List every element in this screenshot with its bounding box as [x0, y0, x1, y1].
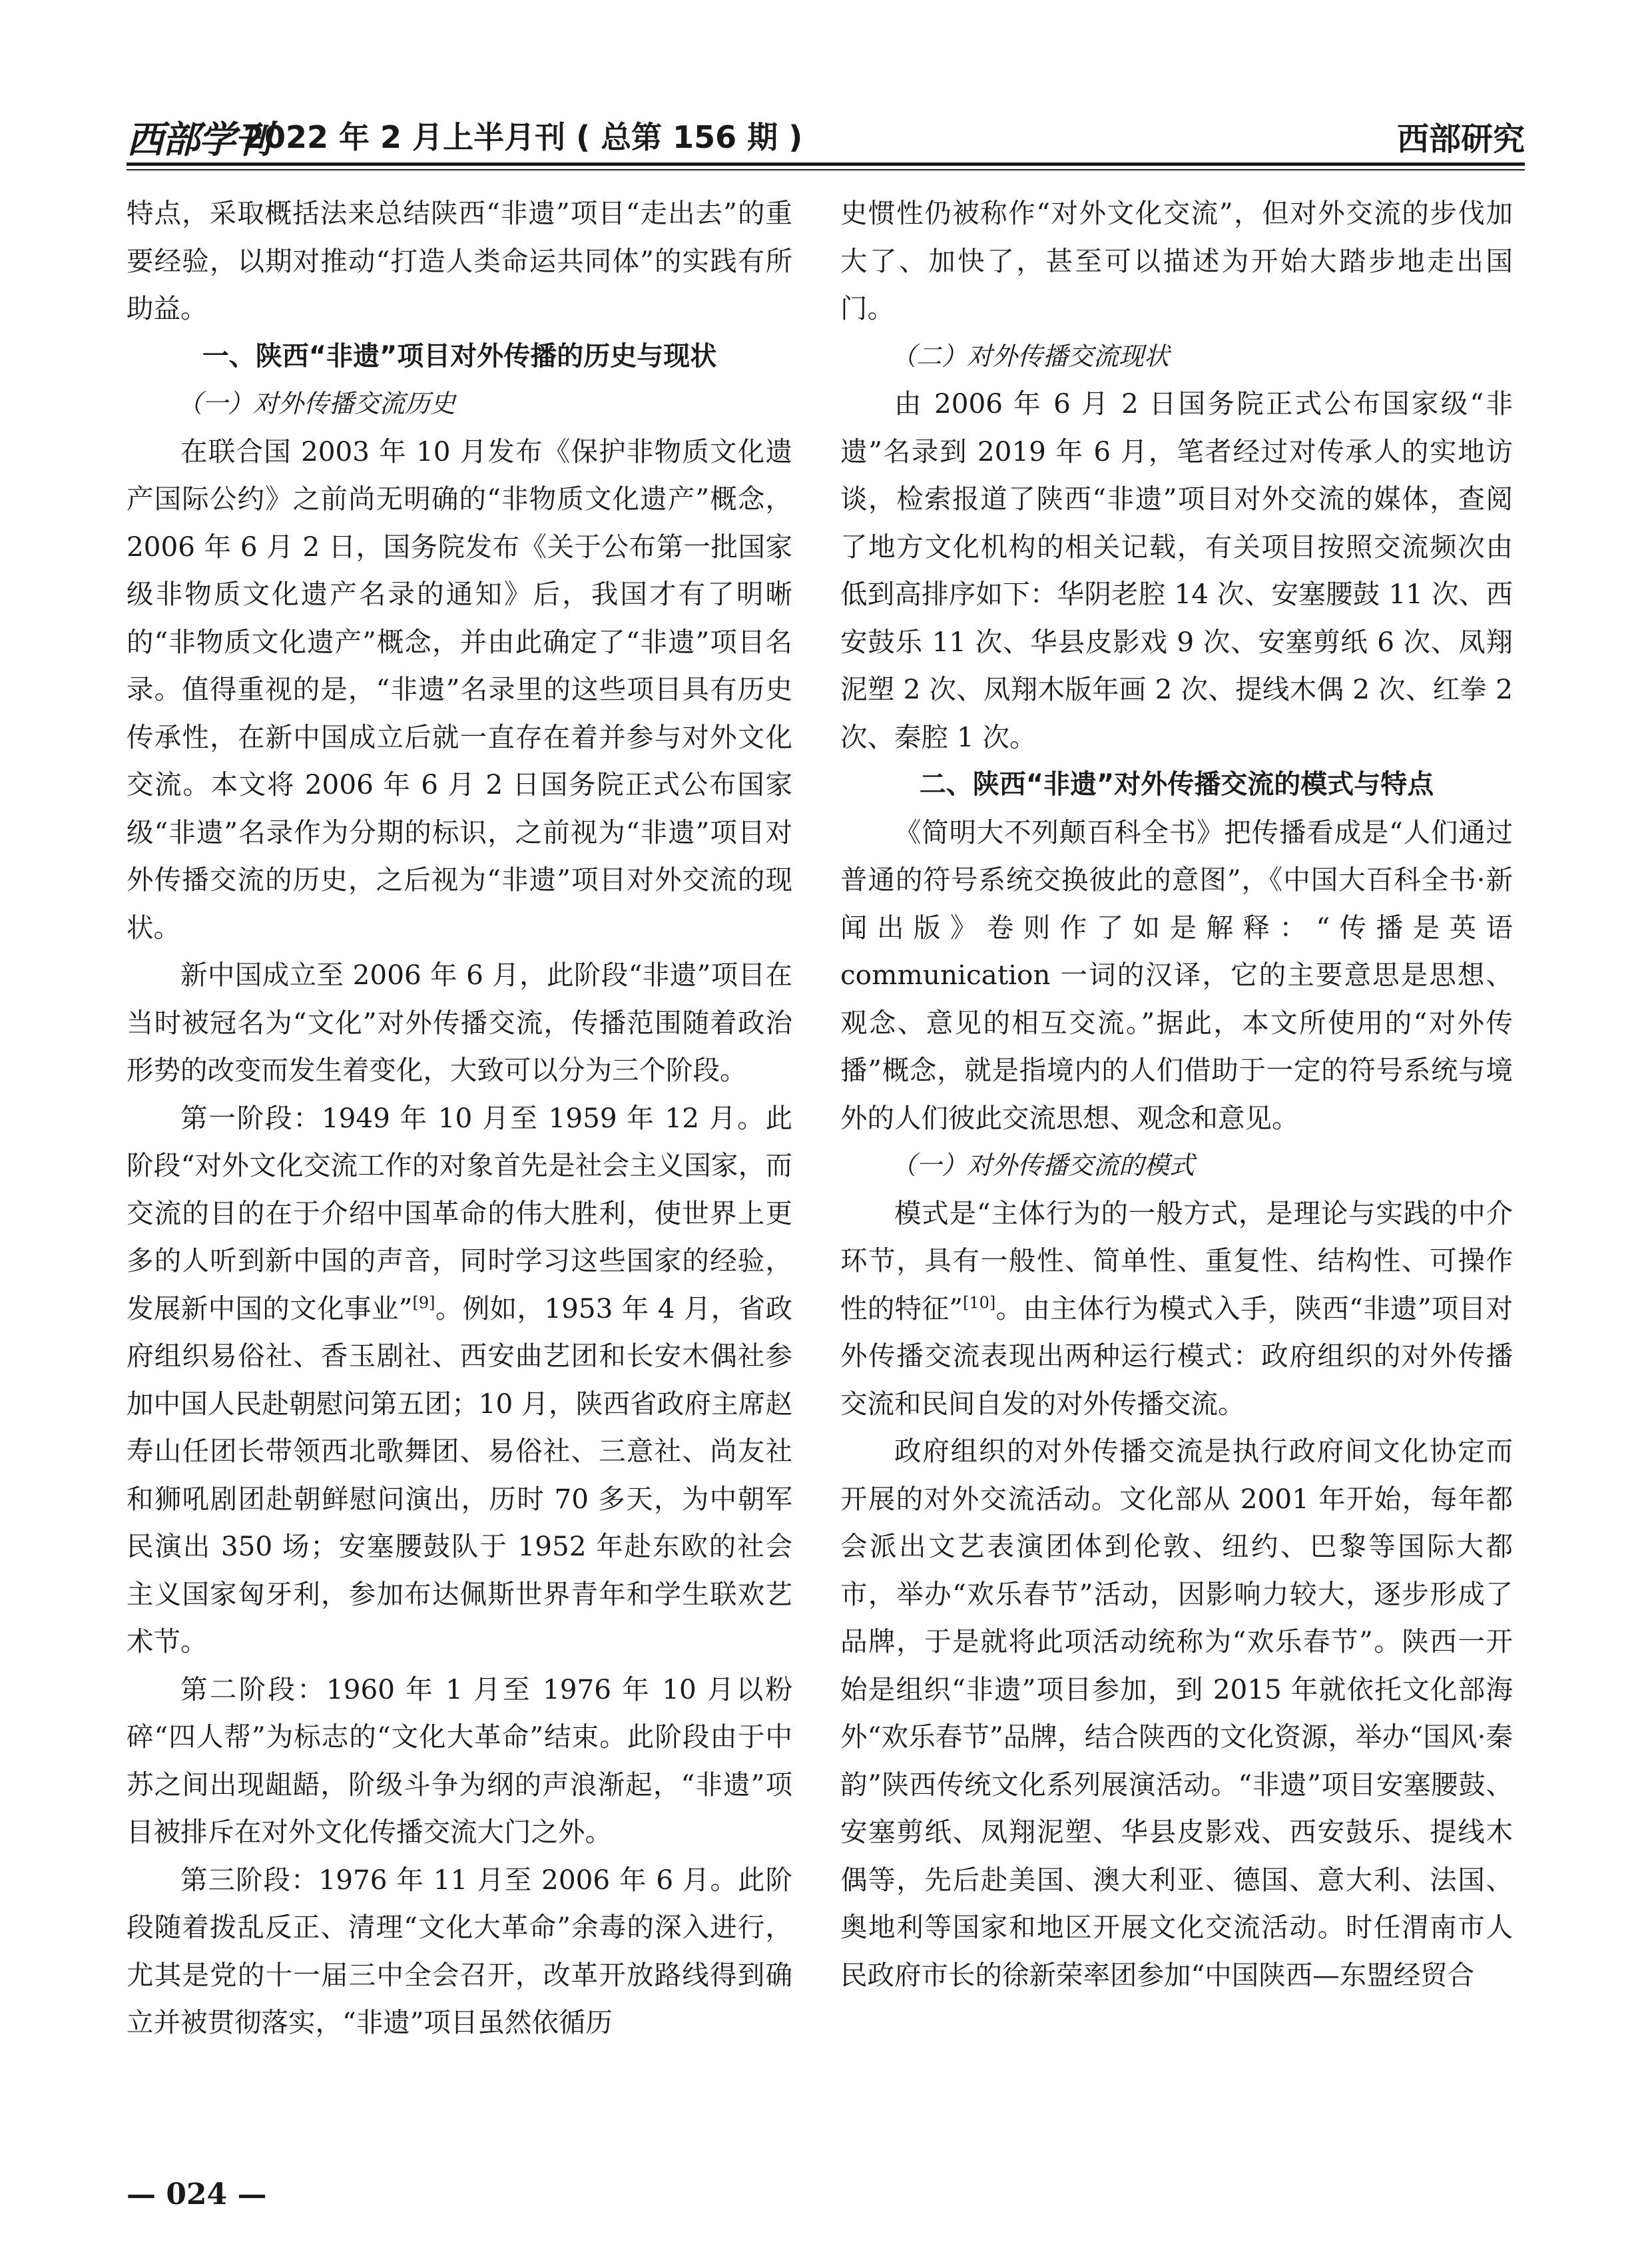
subsection-heading: （一）对外传播交流的模式 — [891, 1151, 1195, 1180]
paragraph-text: 。由主体行为模式入手，陕西“非遗”项目对外传播交流表现出两种运行模式：政府组织的对外传播交流和民间自发的对外传播交流。 — [840, 1292, 1513, 1420]
right-column — [840, 190, 1513, 1999]
page-number: — 024 — — [127, 2177, 267, 2211]
paragraph: 第三阶段：1976 年 11 月至 2006 年 6 月。此阶段随着拨乱反正、清理“文化大革命”余毒的深入进行，尤其是党的十一届三中全会召开，改革开放路线得到确立并被贯彻落实，“非遗”项目虽然依循历 — [127, 1863, 792, 2038]
section-heading: 二、陕西“非遗”对外传播交流的模式与特点 — [919, 769, 1434, 800]
issue-info: 2022 年 2 月上半月刊 ( 总第 156 期 ) — [243, 119, 803, 155]
paragraph — [127, 1095, 792, 1666]
citation-ref: [9] — [412, 1293, 435, 1312]
paragraph: 在联合国 2003 年 10 月发布《保护非物质文化遗产国际公约》之前尚无明确的“非物质文化遗产”概念，2006 年 6 月 2 日，国务院发布《关于公布第一批国家级非物质文化遗产名录的通知》后，我国才有了明晰的“非物质文化遗产”概念，并由此确定了“非遗”项目名录。值得重视的是，“非遗”名录里的这些项目具有历史传承性，在新中国成立后就一直存在着并参与对外文化交流。本文将 2006 年 6 月 2 日国务院正式公布国家级“非遗”名录作为分期的标识，之前视为“非遗”项目对外传播交流的历史，之后视为“非遗”项目对外交流的现状。 — [127, 435, 792, 944]
paragraph — [840, 1190, 1513, 1428]
page-header — [127, 108, 1525, 161]
section-heading: 一、陕西“非遗”项目对外传播的历史与现状 — [202, 340, 717, 372]
paragraph-text: 。例如，1953 年 4 月，省政府组织易俗社、香玉剧社、西安曲艺团和长安木偶社参加中国人民赴朝慰问第五团；10 月，陕西省政府主席赵寿山任团长带领西北歌舞团、易俗社、三意社、尚友社和狮吼剧团赴朝鲜慰问演出，历时 70 多天，为中朝军民演出 350 场；安塞腰鼓队于 1952 年赴东欧的社会主义国家匈牙利，参加布达佩斯世界青年和学生联欢艺术节。 — [127, 1292, 792, 1657]
paragraph: 《简明大不列颠百科全书》把传播看成是“人们通过普通的符号系统交换彼此的意图”，《中国大百科全书·新闻出版》卷则作了如是解释：“传播是英语 communication 一词的汉译，它的主要意思是思想、观念、意见的相互交流。”据此，本文所使用的“对外传播”概念，就是指境内的人们借助于一定的符号系统与境外的人们彼此交流思想、观念和意见。 — [840, 816, 1513, 1134]
paragraph: 新中国成立至 2006 年 6 月，此阶段“非遗”项目在当时被冠名为“文化”对外传播交流，传播范围随着政治形势的改变而发生着变化，大致可以分为三个阶段。 — [127, 959, 792, 1086]
left-column — [127, 190, 792, 2047]
paragraph-text: 模式是“主体行为的一般方式，是理论与实践的中介环节，具有一般性、简单性、重复性、结构性、可操作性的特征” — [840, 1197, 1513, 1324]
journal-logo: 西部学刊 — [127, 118, 270, 162]
paragraph: 史惯性仍被称作“对外文化交流”，但对外交流的步伐加大了、加快了，甚至可以描述为开始大踏步地走出国门。 — [840, 197, 1513, 324]
citation-ref: [10] — [962, 1293, 996, 1312]
paragraph: 政府组织的对外传播交流是执行政府间文化协定而开展的对外交流活动。文化部从 2001 年开始，每年都会派出文艺表演团体到伦敦、纽约、巴黎等国际大都市，举办“欢乐春节”活动，因影响力较大，逐步形成了品牌，于是就将此项活动统称为“欢乐春节”。陕西一开始是组织“非遗”项目参加，到 2015 年就依托文化部海外“欢乐春节”品牌，结合陕西的文化资源，举办“国风·秦韵”陕西传统文化系列展演活动。“非遗”项目安塞腰鼓、安塞剪纸、凤翔泥塑、华县皮影戏、西安鼓乐、提线木偶等，先后赴美国、澳大利亚、德国、意大利、法国、奥地利等国家和地区开展文化交流活动。时任渭南市人民政府市长的徐新荣率团参加“中国陕西—东盟经贸合 — [840, 1435, 1513, 1991]
subsection-heading: （二）对外传播交流现状 — [891, 341, 1170, 371]
header-rule-thin — [127, 169, 1525, 170]
section-title: 西部研究 — [1396, 121, 1525, 158]
paragraph-text: 第一阶段：1949 年 10 月至 1959 年 12 月。此阶段“对外文化交流工作的对象首先是社会主义国家，而交流的目的在于介绍中国革命的伟大胜利，使世界上更多的人听到新中国的声音，同时学习这些国家的经验，发展新中国的文化事业” — [127, 1101, 792, 1324]
paragraph: 特点，采取概括法来总结陕西“非遗”项目“走出去”的重要经验，以期对推动“打造人类命运共同体”的实践有所助益。 — [127, 197, 792, 324]
header-rule-thick — [127, 162, 1525, 166]
paragraph: 第二阶段：1960 年 1 月至 1976 年 10 月以粉碎“四人帮”为标志的“文化大革命”结束。此阶段由于中苏之间出现龃龉，阶级斗争为纲的声浪渐起，“非遗”项目被排斥在对外文化传播交流大门之外。 — [127, 1673, 792, 1848]
paragraph: 由 2006 年 6 月 2 日国务院正式公布国家级“非遗”名录到 2019 年 6 月，笔者经过对传承人的实地访谈，检索报道了陕西“非遗”项目对外交流的媒体，查阅了地方文化机构的相关记载，有关项目按照交流频次由低到高排序如下：华阴老腔 14 次、安塞腰鼓 11 次、西安鼓乐 11 次、华县皮影戏 9 次、安塞剪纸 6 次、凤翔泥塑 2 次、凤翔木版年画 2 次、提线木偶 2 次、红拳 2 次、秦腔 1 次。 — [840, 388, 1513, 753]
subsection-heading: （一）对外传播交流历史 — [177, 389, 456, 418]
